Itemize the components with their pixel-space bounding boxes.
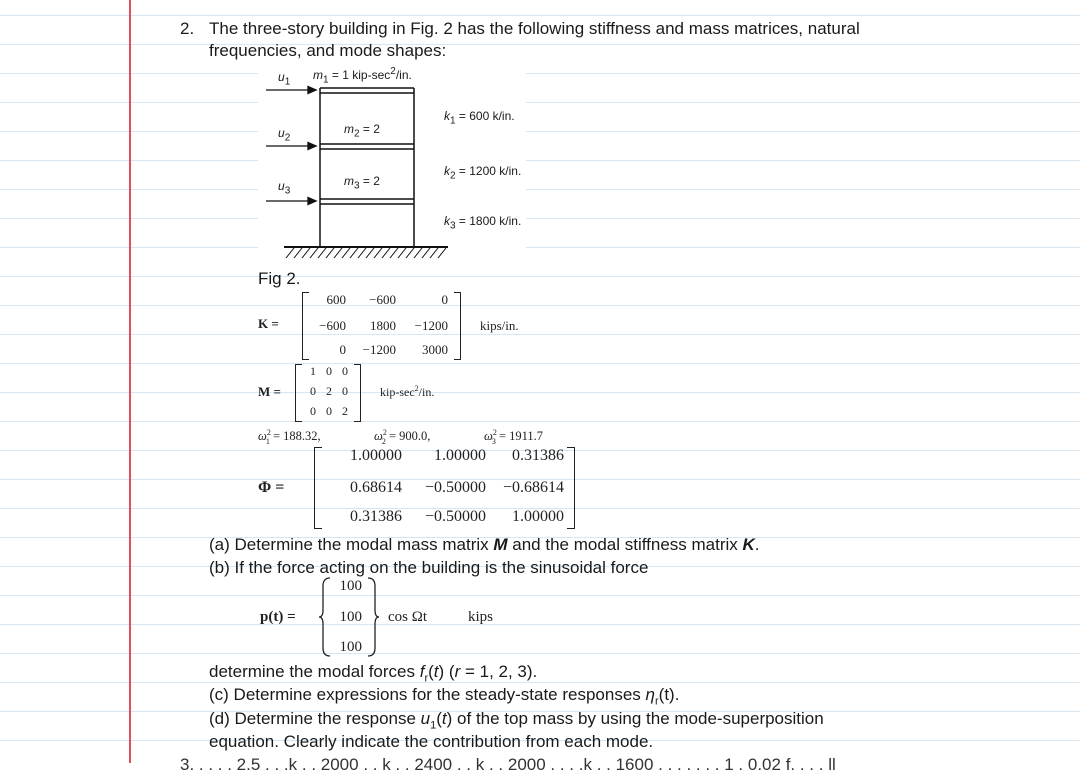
matrix-cell: 2 bbox=[326, 384, 332, 398]
part-b: (b) If the force acting on the building is the sinusoidal force bbox=[209, 558, 649, 577]
matrix-cell: 600 bbox=[326, 292, 346, 307]
next-problem-cutoff: 3. . . . . 2.5 . . .k . . 2000 . . k . . 2400 . . k . . 2000 . . . .k . . 1600 . . . . . . . 1 . 0.02 f. . . . ll bbox=[180, 755, 836, 774]
matrix-cell: 1.00000 bbox=[434, 447, 486, 464]
matrix-cell: 1.00000 bbox=[350, 447, 402, 464]
force-unit: kips bbox=[468, 609, 494, 625]
matrix-cell: 0 bbox=[342, 364, 348, 378]
matrix-cell: 2 bbox=[342, 404, 348, 418]
rule-line bbox=[0, 421, 1080, 422]
u2-arrowhead bbox=[308, 143, 316, 150]
label-k1: $k_1 = 600$ k/in. bbox=[444, 109, 515, 127]
rule-line bbox=[0, 392, 1080, 393]
label-m1: $m_1 = 1$ kip-$\sec^2/in$. bbox=[313, 66, 412, 86]
rule-line bbox=[0, 247, 1080, 248]
problem-intro-line2: frequencies, and mode shapes: bbox=[209, 41, 447, 60]
rule-line bbox=[0, 653, 1080, 654]
label-m2: $m_2 = 2$ bbox=[344, 122, 380, 140]
matrix-cell: −1200 bbox=[414, 318, 448, 333]
stiffness-matrix bbox=[258, 290, 548, 362]
mode-shape-symbol: Φ = bbox=[258, 479, 285, 496]
building-figure bbox=[258, 64, 526, 264]
stiffness-matrix-unit: kips/in. bbox=[480, 318, 519, 333]
label-k2: $k_2 = 1200$ k/in. bbox=[444, 164, 522, 182]
rule-line bbox=[0, 682, 1080, 683]
matrix-cell: 1800 bbox=[370, 318, 396, 333]
force-cos-term: cos Ωt bbox=[388, 609, 428, 625]
part-c: (c) Determine expressions for the steady-state responses $\eta_r(t)$. bbox=[209, 685, 680, 708]
rule-line bbox=[0, 189, 1080, 190]
bracket-left bbox=[295, 364, 302, 422]
matrix-cell: 1.00000 bbox=[512, 508, 564, 525]
matrix-cell: −0.68614 bbox=[502, 479, 564, 496]
matrix-cell: −1200 bbox=[362, 342, 396, 357]
matrix-cell: 0 bbox=[310, 404, 316, 418]
rule-line bbox=[0, 44, 1080, 45]
force-vector bbox=[258, 576, 518, 658]
label-u2: $u_2$ bbox=[278, 126, 291, 144]
mass-matrix-symbol: M = bbox=[258, 384, 281, 399]
problem-intro-line1: The three-story building in Fig. 2 has the following stiffness and mass matrices, natural bbox=[209, 19, 860, 38]
rule-line bbox=[0, 218, 1080, 219]
u3-arrowhead bbox=[308, 198, 316, 205]
matrix-cell: −600 bbox=[369, 292, 396, 307]
matrix-cell: 0 bbox=[339, 342, 346, 357]
rule-line bbox=[0, 276, 1080, 277]
matrix-cell: 0 bbox=[342, 384, 348, 398]
figure-caption: Fig 2. bbox=[258, 269, 301, 288]
matrix-cell: 0.31386 bbox=[350, 508, 402, 525]
matrix-cell: 0 bbox=[326, 404, 332, 418]
natural-frequencies bbox=[258, 428, 578, 446]
part-b-question: determine the modal forces $f_r(t) (r = 1$, 2, 3). bbox=[209, 662, 538, 685]
matrix-cell: −0.50000 bbox=[424, 479, 486, 496]
force-symbol: p(t) = bbox=[260, 609, 296, 625]
matrix-cell: 0.31386 bbox=[512, 447, 564, 464]
problem-number: 2. bbox=[180, 19, 195, 38]
u1-arrowhead bbox=[308, 87, 316, 94]
rule-line bbox=[0, 15, 1080, 16]
label-u1: $u_1$ bbox=[278, 70, 291, 88]
omega-3: $\omega^2_3 = 1911.7$ bbox=[484, 428, 544, 446]
rule-line bbox=[0, 73, 1080, 74]
brace-right bbox=[366, 576, 380, 658]
force-value: 100 bbox=[339, 639, 362, 655]
matrix-cell: 0 bbox=[441, 292, 448, 307]
rule-line bbox=[0, 131, 1080, 132]
label-u3: $u_3$ bbox=[278, 179, 291, 197]
rule-line bbox=[0, 624, 1080, 625]
bracket-right bbox=[454, 292, 461, 360]
bracket-right bbox=[567, 447, 575, 529]
rule-line bbox=[0, 102, 1080, 103]
rule-line bbox=[0, 160, 1080, 161]
force-value: 100 bbox=[339, 578, 362, 594]
matrix-cell: −600 bbox=[319, 318, 346, 333]
stiffness-matrix-symbol: K = bbox=[258, 316, 279, 331]
matrix-cell: −0.50000 bbox=[424, 508, 486, 525]
omega-1: $\omega^2_1 = 188.32$, bbox=[258, 428, 321, 446]
omega-2: $\omega^2_2 = 900.0$, bbox=[374, 428, 431, 446]
mass-matrix-unit: kip-$\sec^2/in$. bbox=[380, 384, 435, 399]
mass-matrix bbox=[258, 362, 518, 424]
matrix-cell: 0 bbox=[326, 364, 332, 378]
part-d: (d) Determine the response $u_1(t)$ of the top mass by using the mode-superposition bbox=[209, 709, 824, 732]
label-k3: $k_3 = 1800$ k/in. bbox=[444, 214, 522, 232]
rule-line bbox=[0, 595, 1080, 596]
matrix-cell: 1 bbox=[310, 364, 316, 378]
margin-line bbox=[129, 0, 131, 763]
matrix-cell: 0 bbox=[310, 384, 316, 398]
label-m3: $m_3 = 2$ bbox=[344, 174, 380, 192]
bracket-right bbox=[354, 364, 361, 422]
part-d-line2: equation. Clearly indicate the contribution from each mode. bbox=[209, 732, 654, 751]
part-a: (a) Determine the modal mass matrix M and the modal stiffness matrix K. bbox=[209, 535, 760, 554]
matrix-cell: 0.68614 bbox=[350, 479, 402, 496]
force-value: 100 bbox=[339, 609, 362, 625]
matrix-cell: 3000 bbox=[422, 342, 448, 357]
ground-hatch bbox=[286, 248, 446, 258]
mode-shape-matrix bbox=[258, 445, 588, 531]
rule-line bbox=[0, 363, 1080, 364]
